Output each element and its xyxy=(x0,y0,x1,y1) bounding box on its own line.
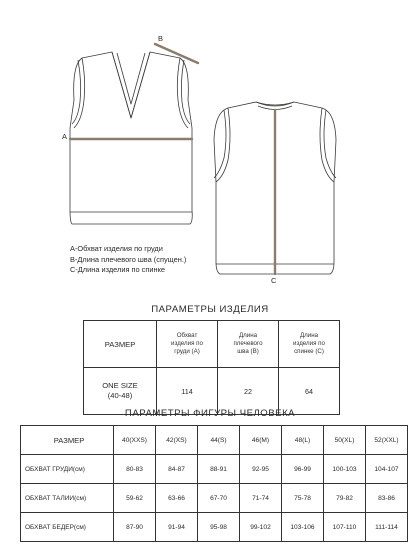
value-cell: 83-86 xyxy=(366,484,408,513)
header-cell xyxy=(218,321,279,368)
value-cell: 79-82 xyxy=(324,484,366,513)
row-label: ОБХВАТ БЕДЕР(см) xyxy=(21,513,114,542)
header-cell: 40(XXS) xyxy=(114,426,156,455)
table-row xyxy=(21,426,408,455)
value-cell: 111-114 xyxy=(366,513,408,542)
value-cell: 103-106 xyxy=(282,513,324,542)
header-cell: 48(L) xyxy=(282,426,324,455)
value-cell: 63-66 xyxy=(156,484,198,513)
legend-b: B-Длина плечевого шва (спущен.) xyxy=(70,254,187,264)
product-params-table xyxy=(83,320,340,415)
header-cell: 46(M) xyxy=(240,426,282,455)
value-cell: 96-99 xyxy=(282,455,324,484)
value-cell: 67-70 xyxy=(198,484,240,513)
value-cell: 71-74 xyxy=(240,484,282,513)
value-cell: 100-103 xyxy=(324,455,366,484)
label-c: C xyxy=(271,276,277,285)
value-cell: 87-90 xyxy=(114,513,156,542)
header-cell: 42(XS) xyxy=(156,426,198,455)
header-cell xyxy=(279,321,340,368)
back-right-armhole xyxy=(320,108,334,182)
header-text: Обхват изделия по груди (A) xyxy=(171,332,203,355)
table-row xyxy=(21,513,408,542)
measurement-legend xyxy=(70,244,186,276)
value-cell: 107-110 xyxy=(324,513,366,542)
value-cell: 80-83 xyxy=(114,455,156,484)
header-cell: РАЗМЕР xyxy=(84,321,157,368)
value-cell: 59-62 xyxy=(114,484,156,513)
row-label: ОБХВАТ ТАЛИИ(см) xyxy=(21,484,114,513)
back-left-armhole xyxy=(216,108,230,182)
value-cell: 64 xyxy=(279,368,340,415)
figure-params-title: ПАРАМЕТРЫ ФИГУРЫ ЧЕЛОВЕКА xyxy=(124,408,296,419)
header-text: Длина плечевого шва (B) xyxy=(233,332,263,355)
header-cell xyxy=(157,321,218,368)
measure-b-line xyxy=(155,44,198,63)
value-cell: 95-98 xyxy=(198,513,240,542)
value-cell: 22 xyxy=(218,368,279,415)
table-row xyxy=(21,484,408,513)
label-b: B xyxy=(158,34,164,43)
header-cell: РАЗМЕР xyxy=(21,426,114,455)
product-params-title: ПАРАМЕТРЫ ИЗДЕЛИЯ xyxy=(151,304,269,315)
size-text: ONE SIZE (40-48) xyxy=(102,381,138,400)
table-row xyxy=(21,455,408,484)
value-cell: 99-102 xyxy=(240,513,282,542)
header-cell: 44(S) xyxy=(198,426,240,455)
back-right-armhole-rib xyxy=(324,110,336,178)
value-cell: 75-78 xyxy=(282,484,324,513)
table-row xyxy=(84,321,340,368)
value-cell: 92-95 xyxy=(240,455,282,484)
header-text: Длина изделия по спинке (C) xyxy=(293,332,325,355)
value-cell: 104-107 xyxy=(366,455,408,484)
figure-params-table xyxy=(20,425,408,542)
legend-a: A-Обхват изделия по груди xyxy=(70,244,163,253)
value-cell: 91-94 xyxy=(156,513,198,542)
value-cell: 114 xyxy=(157,368,218,415)
back-left-armhole-rib xyxy=(214,110,226,178)
legend-c: C-Длина изделия по спинке xyxy=(70,265,166,274)
label-a: A xyxy=(62,132,68,141)
header-cell: 50(XL) xyxy=(324,426,366,455)
row-label: ОБХВАТ ГРУДИ(см) xyxy=(21,455,114,484)
front-neckline-inner xyxy=(112,52,150,118)
value-cell: 88-91 xyxy=(198,455,240,484)
value-cell: 84-87 xyxy=(156,455,198,484)
header-cell: 52(XXL) xyxy=(366,426,408,455)
